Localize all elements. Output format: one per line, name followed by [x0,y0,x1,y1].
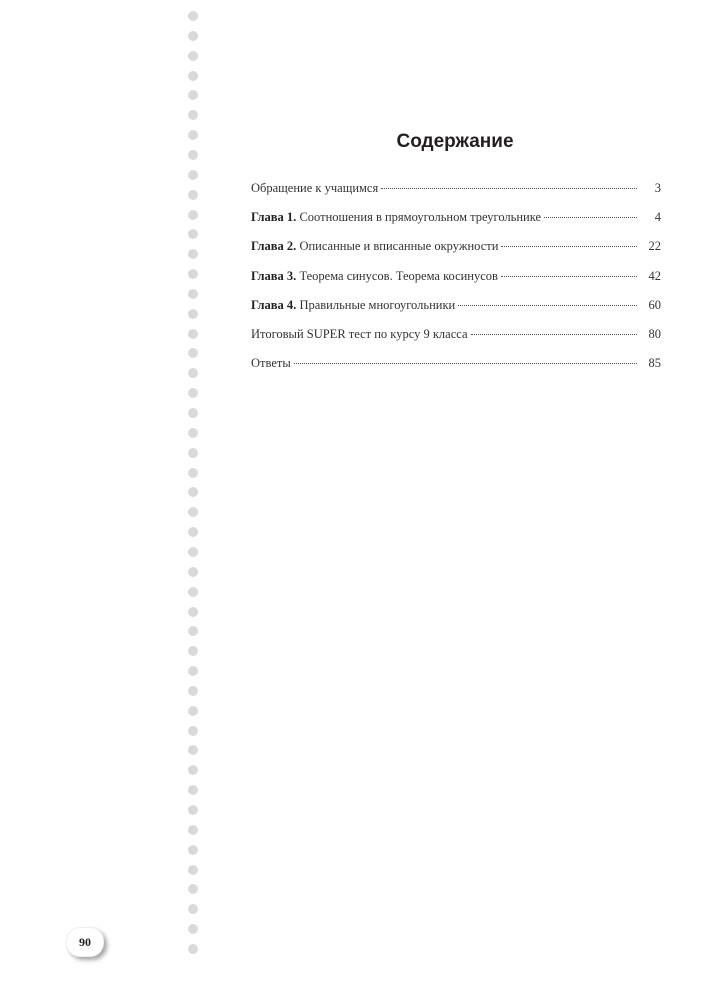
binder-hole [188,805,198,815]
binder-hole [188,448,198,458]
toc-entry-prefix: Глава 1. [251,210,297,225]
binder-hole [188,329,198,339]
binder-hole [188,210,198,220]
toc-entry-page: 85 [648,356,661,371]
binder-hole [188,587,198,597]
binder-hole [188,170,198,180]
binder-hole [188,468,198,478]
binder-hole [188,408,198,418]
binder-holes [188,11,198,961]
dot-leader [294,363,637,364]
toc-entry [251,355,661,384]
binder-hole [188,90,198,100]
toc-entry-prefix: Глава 2. [251,239,297,254]
toc-entry-title [251,180,378,196]
toc-entry-prefix: Глава 3. [251,268,297,283]
toc-entry-label: Теорема синусов. Теорема косинусов [299,268,498,283]
toc-entry-page: 80 [648,326,661,341]
toc-entry-title [251,326,468,342]
binder-hole [188,190,198,200]
toc-entry [251,326,661,355]
dot-leader [544,217,637,218]
binder-hole [188,71,198,81]
toc-entry [251,209,661,238]
binder-hole [188,884,198,894]
binder-hole [188,368,198,378]
dot-leader [381,188,637,189]
toc-entry-label: Итоговый SUPER тест по курсу 9 класса [251,326,468,341]
binder-hole [188,547,198,557]
binder-hole [188,289,198,299]
binder-hole [188,31,198,41]
binder-hole [188,666,198,676]
binder-hole [188,865,198,875]
toc-entry-title [251,238,498,254]
binder-hole [188,825,198,835]
binder-hole [188,507,198,517]
binder-hole [188,765,198,775]
page-title: Содержание [396,131,514,152]
binder-hole [188,11,198,21]
toc-entry-page: 4 [654,210,661,225]
binder-hole [188,646,198,656]
toc-entry-title [251,209,541,225]
binder-hole [188,527,198,537]
toc-entry-title [251,297,455,313]
binder-hole [188,845,198,855]
binder-hole [188,745,198,755]
toc-entry-page: 60 [648,297,661,312]
toc-entry-title [251,355,291,371]
binder-hole [188,944,198,954]
binder-hole [188,229,198,239]
toc-entry-label: Описанные и вписанные окружности [299,239,499,254]
toc-entry [251,268,661,297]
toc-entry [251,238,661,267]
binder-hole [188,924,198,934]
dot-leader [501,246,637,247]
dot-leader [501,276,637,277]
binder-hole [188,309,198,319]
binder-hole [188,110,198,120]
binder-hole [188,487,198,497]
binder-hole [188,904,198,914]
binder-hole [188,269,198,279]
table-of-contents [251,180,661,384]
dot-leader [471,334,638,335]
binder-hole [188,706,198,716]
binder-hole [188,130,198,140]
binder-hole [188,51,198,61]
binder-hole [188,428,198,438]
toc-entry [251,297,661,326]
binder-hole [188,150,198,160]
binder-hole [188,785,198,795]
binder-hole [188,567,198,577]
binder-hole [188,249,198,259]
toc-entry-page: 3 [654,181,661,195]
page-number-badge: 90 [66,927,104,957]
binder-hole [188,626,198,636]
toc-entry-label: Обращение к учащимся [251,181,379,195]
binder-hole [188,726,198,736]
toc-entry-page: 22 [648,239,661,254]
toc-entry-label: Ответы [251,356,291,371]
toc-entry-prefix: Глава 4. [251,297,297,312]
binder-hole [188,388,198,398]
binder-hole [188,348,198,358]
toc-entry-label: Соотношения в прямоугольном треугольнике [299,210,542,225]
binder-hole [188,686,198,696]
toc-entry [251,180,661,209]
binder-hole [188,607,198,617]
toc-entry-title [251,268,498,284]
dot-leader [458,305,637,306]
toc-entry-label: Правильные многоугольники [299,297,456,312]
toc-entry-page: 42 [648,268,661,283]
